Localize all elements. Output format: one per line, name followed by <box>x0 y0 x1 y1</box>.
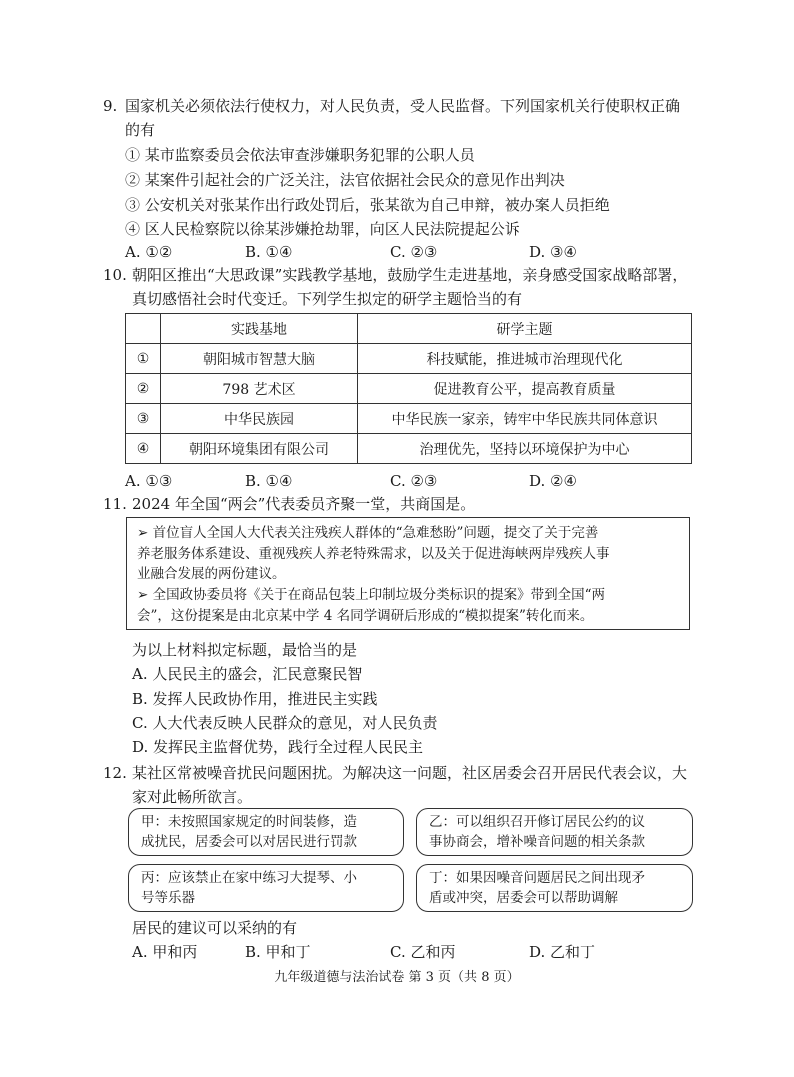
question-number: 10. <box>103 266 127 284</box>
option-b[interactable]: B. ①④ <box>245 472 293 490</box>
option-a[interactable]: A. ①③ <box>125 472 173 490</box>
statement-item: ③ 公安机关对张某作出行政处罚后，张某欲为自己申辩，被办案人员拒绝 <box>125 196 610 214</box>
speech-bubble-jia <box>128 808 404 856</box>
question-stem: 朝阳区推出“大思政课”实践教学基地，鼓励学生走进基地，亲身感受国家战略部署， <box>132 266 688 284</box>
table-cell: 朝阳环境集团有限公司 <box>161 434 358 464</box>
option-a[interactable]: A. 人民民主的盛会，汇民意聚民智 <box>132 665 363 683</box>
bubble-line: 丙：应该禁止在家中练习大提琴、小 <box>141 870 357 886</box>
table-row <box>126 434 692 464</box>
question-stem: 国家机关必须依法行使权力，对人民负责，受人民监督。下列国家机关行使职权正确 <box>125 97 681 115</box>
option-c[interactable]: C. ②③ <box>390 243 438 261</box>
page-footer: 九年级道德与法治试卷 第 3 页（共 8 页） <box>274 970 520 985</box>
question-stem: 真切感悟社会时代变迁。下列学生拟定的研学主题恰当的有 <box>132 290 523 308</box>
material-line: 业融合发展的两份建议。 <box>137 566 286 582</box>
question-stem: 2024 年全国“两会”代表委员齐聚一堂，共商国是。 <box>132 495 476 513</box>
table-cell: 798 艺术区 <box>161 374 358 404</box>
material-line: ➢ 全国政协委员将《关于在商品包装上印制垃圾分类标识的提案》带到全国“两 <box>137 587 606 603</box>
table-cell: 朝阳城市智慧大脑 <box>161 344 358 374</box>
table-cell: 科技赋能，推进城市治理现代化 <box>358 344 692 374</box>
table-row <box>126 374 692 404</box>
speech-bubble-ding <box>416 864 693 912</box>
table-cell: 中华民族一家亲，铸牢中华民族共同体意识 <box>358 404 692 434</box>
bubble-line: 盾或冲突，居委会可以帮助调解 <box>429 890 618 906</box>
bubble-line: 甲：未按照国家规定的时间装修，造 <box>141 814 357 830</box>
option-c[interactable]: C. 乙和丙 <box>390 943 456 961</box>
option-d[interactable]: D. ②④ <box>529 472 577 490</box>
option-a[interactable]: A. 甲和丙 <box>132 943 198 961</box>
bubble-line: 事协商会，增补噪音问题的相关条款 <box>429 834 645 850</box>
question-stem: 家对此畅所欲言。 <box>132 788 253 806</box>
bubble-line: 号等乐器 <box>141 890 195 906</box>
option-b[interactable]: B. 甲和丁 <box>245 943 311 961</box>
option-c[interactable]: C. ②③ <box>390 472 438 490</box>
table-header: 实践基地 <box>161 314 358 344</box>
option-c[interactable]: C. 人大代表反映人民群众的意见，对人民负责 <box>132 714 438 732</box>
table-header: 研学主题 <box>358 314 692 344</box>
table-row <box>126 404 692 434</box>
table-cell: 治理优先，坚持以环境保护为中心 <box>358 434 692 464</box>
material-line: 养老服务体系建设、重视残疾人养老特殊需求，以及关于促进海峡两岸残疾人事 <box>137 546 610 562</box>
speech-bubble-bing <box>128 864 404 912</box>
question-stem: 的有 <box>125 121 156 139</box>
bubble-line: 丁：如果因噪音问题居民之间出现矛 <box>429 870 645 886</box>
statement-item: ④ 区人民检察院以徐某涉嫌抢劫罪，向区人民法院提起公诉 <box>125 220 520 238</box>
table-cell: ① <box>126 344 161 374</box>
material-line: ➢ 首位盲人全国人大代表关注残疾人群体的“急难愁盼”问题，提交了关于完善 <box>137 525 599 541</box>
option-d[interactable]: D. ③④ <box>529 243 577 261</box>
material-box <box>126 517 690 630</box>
table-cell: ④ <box>126 434 161 464</box>
option-b[interactable]: B. ①④ <box>245 243 293 261</box>
table-cell: ② <box>126 374 161 404</box>
question-prompt: 为以上材料拟定标题，最恰当的是 <box>132 641 358 659</box>
bubble-line: 成扰民，居委会可以对居民进行罚款 <box>141 834 357 850</box>
material-line: 会”，这份提案是由北京某中学 4 名同学调研后形成的“模拟提案”转化而来。 <box>137 608 594 624</box>
question-number: 12. <box>103 764 127 782</box>
statement-item: ① 某市监察委员会依法审查涉嫌职务犯罪的公职人员 <box>125 146 475 164</box>
question-stem: 某社区常被噪音扰民问题困扰。为解决这一问题，社区居委会召开居民代表会议，大 <box>132 764 688 782</box>
option-b[interactable]: B. 发挥人民政协作用，推进民主实践 <box>132 690 378 708</box>
table-header <box>126 314 161 344</box>
question-number: 11. <box>103 495 127 513</box>
table-cell: 中华民族园 <box>161 404 358 434</box>
table-cell: 促进教育公平，提高教育质量 <box>358 374 692 404</box>
option-d[interactable]: D. 乙和丁 <box>529 943 596 961</box>
research-topic-table <box>125 313 692 464</box>
option-a[interactable]: A. ①② <box>125 243 173 261</box>
question-prompt: 居民的建议可以采纳的有 <box>132 919 298 937</box>
bubble-line: 乙：可以组织召开修订居民公约的议 <box>429 814 645 830</box>
statement-item: ② 某案件引起社会的广泛关注，法官依据社会民众的意见作出判决 <box>125 171 565 189</box>
speech-bubble-yi <box>416 808 693 856</box>
option-d[interactable]: D. 发挥民主监督优势，践行全过程人民民主 <box>132 738 424 756</box>
table-row <box>126 344 692 374</box>
table-cell: ③ <box>126 404 161 434</box>
table-header-row <box>126 314 692 344</box>
question-number: 9. <box>103 97 118 115</box>
